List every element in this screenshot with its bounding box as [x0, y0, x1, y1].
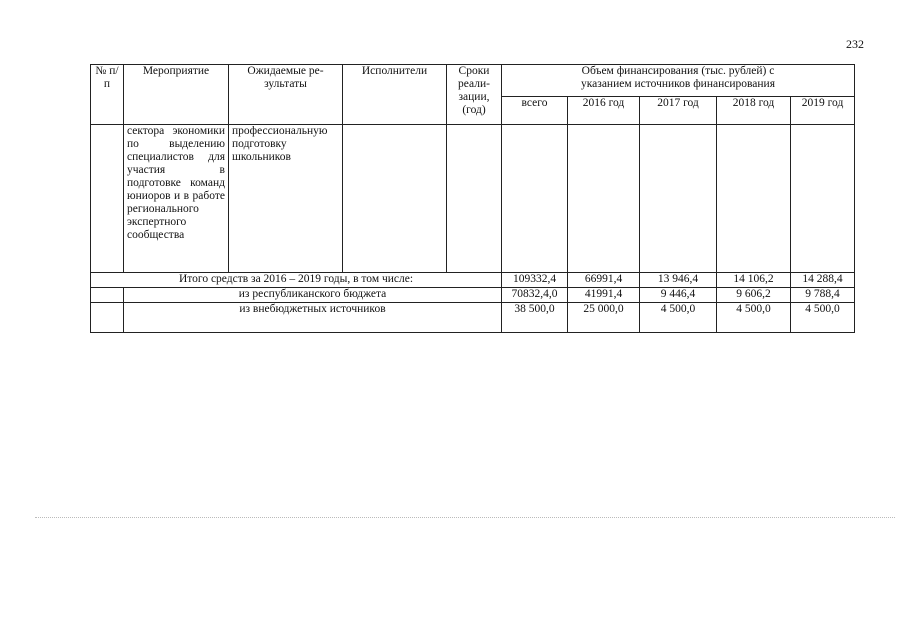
- republic-budget-2017: 9 446,4: [640, 288, 717, 303]
- header-2018: 2018 год: [717, 97, 791, 125]
- extrabudget-2019: 4 500,0: [791, 303, 855, 333]
- page-number: 232: [846, 37, 864, 51]
- header-executors: Исполнители: [343, 65, 447, 125]
- row-2019: [791, 125, 855, 273]
- row-results: профессиональную подготовку школьников: [229, 125, 343, 273]
- funding-table: [90, 64, 855, 333]
- row-event: сектора экономики по выделению специалистов для участия в подготовке команд юниоров и в работе регионального экспертного сообщества: [124, 125, 229, 273]
- republic-budget-2019: 9 788,4: [791, 288, 855, 303]
- extrabudget-all: 38 500,0: [502, 303, 568, 333]
- header-terms: Сроки реали-зации, (год): [447, 65, 502, 125]
- extrabudget-empty: [91, 303, 124, 333]
- header-2019: 2019 год: [791, 97, 855, 125]
- extrabudget-row: [91, 303, 855, 333]
- header-num: № п/п: [91, 65, 124, 125]
- total-row: [91, 273, 855, 288]
- header-total: всего: [502, 97, 568, 125]
- total-2017: 13 946,4: [640, 273, 717, 288]
- row-terms: [447, 125, 502, 273]
- scan-artifact-line: [35, 517, 895, 518]
- total-all: 109332,4: [502, 273, 568, 288]
- extrabudget-2016: 25 000,0: [568, 303, 640, 333]
- republic-budget-label: из республиканского бюджета: [124, 288, 502, 303]
- header-2017: 2017 год: [640, 97, 717, 125]
- republic-budget-row: [91, 288, 855, 303]
- republic-budget-2016: 41991,4: [568, 288, 640, 303]
- row-2016: [568, 125, 640, 273]
- row-2018: [717, 125, 791, 273]
- extrabudget-2018: 4 500,0: [717, 303, 791, 333]
- header-funding-group: Объем финансирования (тыс. рублей) с указанием источников финансирования: [502, 65, 855, 97]
- row-2017: [640, 125, 717, 273]
- row-total: [502, 125, 568, 273]
- header-event: Мероприятие: [124, 65, 229, 125]
- extrabudget-label: из внебюджетных источников: [124, 303, 502, 333]
- row-num: [91, 125, 124, 273]
- republic-budget-all: 70832,4,0: [502, 288, 568, 303]
- total-2016: 66991,4: [568, 273, 640, 288]
- table-row: [91, 125, 855, 273]
- republic-budget-2018: 9 606,2: [717, 288, 791, 303]
- total-2018: 14 106,2: [717, 273, 791, 288]
- total-label: Итого средств за 2016 – 2019 годы, в том числе:: [91, 273, 502, 288]
- republic-budget-empty: [91, 288, 124, 303]
- header-2016: 2016 год: [568, 97, 640, 125]
- total-2019: 14 288,4: [791, 273, 855, 288]
- header-results: Ожидаемые ре-зультаты: [229, 65, 343, 125]
- row-executors: [343, 125, 447, 273]
- extrabudget-2017: 4 500,0: [640, 303, 717, 333]
